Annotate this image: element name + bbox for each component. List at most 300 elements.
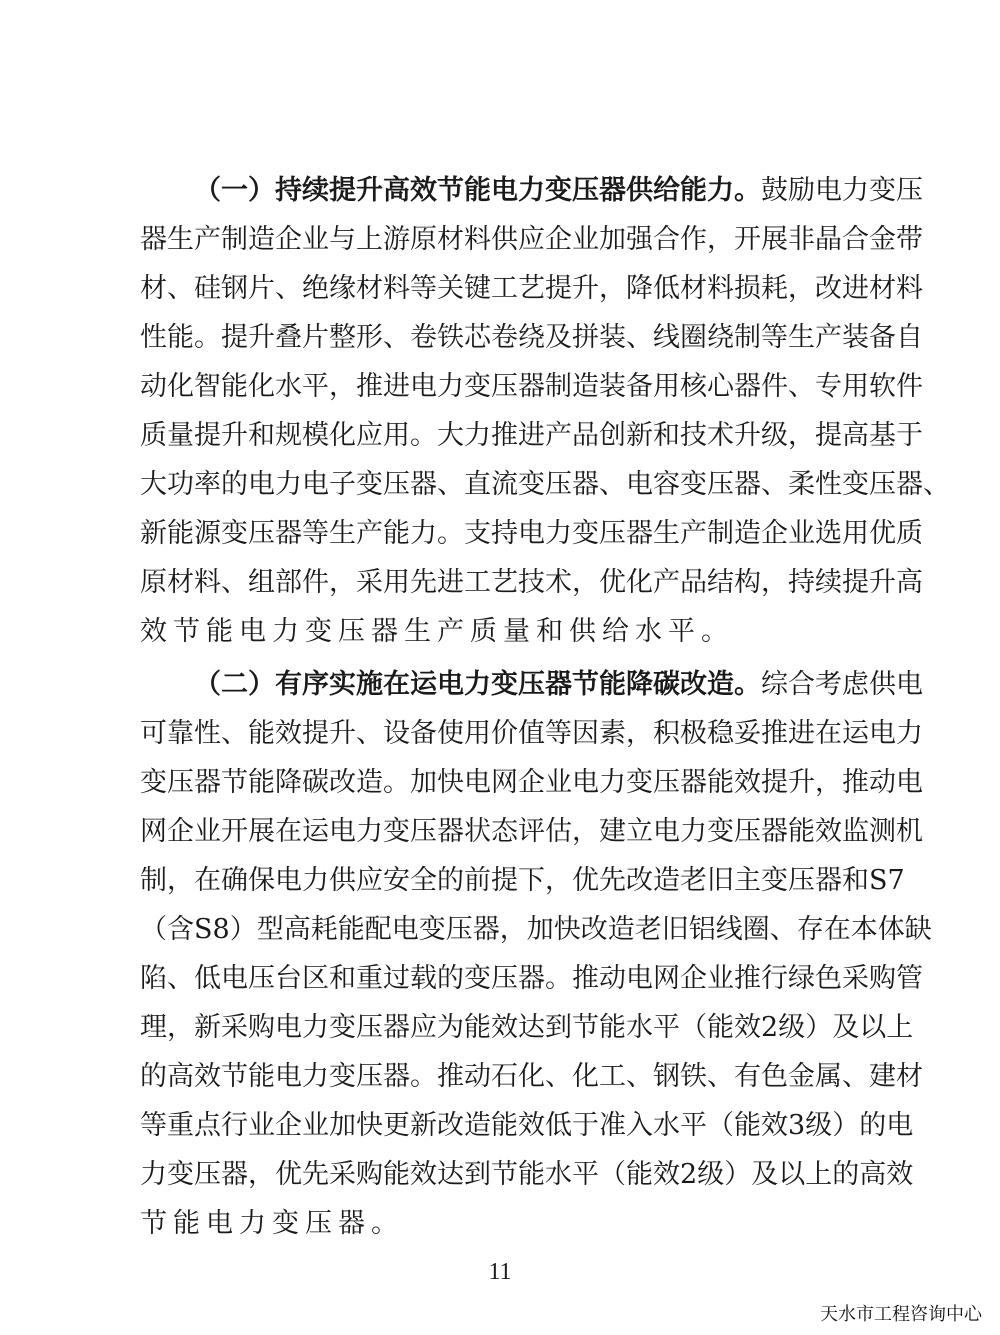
text-glyph: 展	[248, 816, 275, 847]
text-glyph: 主	[734, 865, 761, 896]
text-glyph: 低	[545, 1110, 572, 1141]
text-glyph: 优	[275, 1159, 302, 1190]
text-glyph: 稳	[707, 718, 734, 749]
text-glyph: 旧	[661, 914, 689, 945]
text-glyph: 能	[248, 718, 275, 749]
text-glyph: 能	[707, 767, 734, 798]
text-glyph: 新	[626, 420, 653, 451]
text-glyph: 动	[599, 963, 626, 994]
text-glyph: ，	[599, 273, 626, 304]
text-glyph: 级	[805, 1110, 833, 1141]
text-glyph: 、	[356, 718, 383, 749]
text-glyph: 理	[140, 1012, 167, 1043]
text-glyph: 变	[305, 616, 338, 647]
text-glyph: 化	[329, 420, 356, 451]
text-glyph: 缘	[329, 273, 356, 304]
text-glyph: 备	[410, 718, 437, 749]
text-glyph: 老	[680, 865, 707, 896]
text-glyph: 性	[140, 322, 167, 353]
text-glyph: 器	[371, 616, 404, 647]
text-glyph: 等	[761, 322, 788, 353]
text-glyph: 购	[356, 1159, 383, 1190]
text-glyph: 变	[761, 865, 788, 896]
text-glyph: 合	[653, 224, 680, 255]
text-glyph: 压	[248, 963, 275, 994]
text-glyph: 变	[140, 767, 167, 798]
text-glyph: 续	[815, 567, 842, 598]
text-glyph: 上	[805, 1159, 833, 1190]
text-glyph: 生	[788, 322, 815, 353]
text-glyph: 升	[356, 175, 383, 206]
text-glyph: 压	[653, 767, 680, 798]
text-glyph: 损	[734, 273, 761, 304]
text-glyph: 压	[445, 914, 473, 945]
text-glyph: 企	[167, 816, 194, 847]
text-glyph: 达	[518, 1012, 545, 1043]
text-glyph: 、	[923, 469, 950, 500]
paragraph-1-line-1	[140, 166, 923, 215]
text-glyph: 管	[896, 963, 923, 994]
text-glyph: 技	[518, 567, 545, 598]
text-glyph: 提	[302, 718, 329, 749]
text-glyph: 产	[815, 322, 842, 353]
text-glyph: 持	[275, 175, 302, 206]
paragraph-2-line-4	[140, 807, 923, 856]
text-glyph: 能	[464, 175, 491, 206]
text-glyph: 自	[896, 322, 923, 353]
text-glyph: 电	[653, 816, 680, 847]
text-glyph: 与	[329, 224, 356, 255]
text-glyph: 平	[572, 1159, 599, 1190]
text-glyph: 开	[734, 224, 761, 255]
paragraph-2	[140, 660, 932, 1248]
text-glyph: 开	[221, 816, 248, 847]
text-glyph: 、	[761, 469, 788, 500]
text-glyph: 电	[869, 718, 896, 749]
text-glyph: （	[680, 1012, 707, 1043]
text-glyph: 升	[329, 718, 356, 749]
text-glyph: 造	[734, 518, 761, 549]
text-glyph: 力	[410, 518, 437, 549]
text-glyph: 料	[383, 273, 410, 304]
text-glyph: 低	[194, 963, 221, 994]
text-glyph: 能	[221, 371, 248, 402]
text-glyph: 推	[842, 767, 869, 798]
text-glyph: 电	[206, 1208, 239, 1239]
text-glyph: 效	[275, 718, 302, 749]
text-glyph: 状	[464, 816, 491, 847]
text-glyph: ，	[572, 816, 599, 847]
text-glyph: 压	[734, 816, 761, 847]
text-glyph: 快	[437, 767, 464, 798]
text-glyph: 购	[248, 1012, 275, 1043]
text-glyph: 压	[599, 518, 626, 549]
text-glyph: 动	[464, 1061, 491, 1092]
text-glyph: 设	[383, 718, 410, 749]
paragraph-2-line-6	[140, 905, 932, 954]
text-glyph: 以	[859, 1012, 887, 1043]
text-glyph: 线	[653, 322, 680, 353]
text-glyph: （	[194, 669, 221, 700]
text-glyph: 立	[626, 816, 653, 847]
text-glyph: 的	[437, 963, 464, 994]
text-glyph: 的	[859, 1110, 887, 1141]
text-glyph: 素	[599, 718, 626, 749]
text-glyph: 压	[491, 963, 518, 994]
text-glyph: 行	[221, 1110, 248, 1141]
text-glyph: 应	[356, 420, 383, 451]
text-glyph: 3	[788, 1110, 806, 1141]
text-glyph: 可	[140, 718, 167, 749]
text-glyph: 改	[815, 273, 842, 304]
text-glyph: 施	[356, 669, 383, 700]
text-glyph: 能	[464, 1012, 491, 1043]
text-glyph: 企	[680, 963, 707, 994]
text-glyph: 制	[221, 224, 248, 255]
text-glyph: 快	[553, 914, 581, 945]
text-glyph: 变	[418, 914, 446, 945]
text-glyph: 电	[248, 469, 275, 500]
text-glyph: 材	[896, 1061, 923, 1092]
text-glyph: 钢	[653, 1061, 680, 1092]
text-glyph: 硅	[194, 273, 221, 304]
text-glyph: 升	[734, 420, 761, 451]
text-glyph: 料	[194, 567, 221, 598]
text-glyph: 变	[464, 371, 491, 402]
text-glyph: 变	[329, 1012, 356, 1043]
text-glyph: 能	[491, 1110, 518, 1141]
text-glyph: 降	[275, 767, 302, 798]
text-glyph: 2	[761, 1012, 779, 1043]
text-glyph: 产	[356, 518, 383, 549]
text-glyph: S8	[194, 914, 230, 945]
text-glyph: 安	[383, 865, 410, 896]
text-glyph: 、	[221, 567, 248, 598]
text-glyph: 和	[653, 420, 680, 451]
text-glyph: 供	[869, 669, 896, 700]
text-glyph: 生	[167, 224, 194, 255]
text-glyph: 装	[842, 322, 869, 353]
text-glyph: 变	[869, 175, 896, 206]
text-glyph: 力	[896, 718, 923, 749]
text-glyph: 变	[272, 1208, 305, 1239]
text-glyph: 保	[248, 865, 275, 896]
text-glyph: 妥	[734, 718, 761, 749]
text-glyph: 能	[680, 175, 707, 206]
paragraph-2-line-3	[140, 758, 923, 807]
text-glyph: 压	[248, 518, 275, 549]
text-glyph: 、	[707, 1061, 734, 1092]
paragraph-1-line-7	[140, 460, 950, 509]
text-glyph: 器	[194, 767, 221, 798]
text-glyph: 源	[194, 518, 221, 549]
text-glyph: （	[599, 1159, 626, 1190]
text-glyph: 升	[869, 567, 896, 598]
text-glyph: 造	[464, 1110, 491, 1141]
text-glyph: 支	[464, 518, 491, 549]
text-glyph: 造	[707, 669, 734, 700]
text-glyph: 器	[761, 816, 788, 847]
paragraph-2-line-8	[140, 1003, 914, 1052]
text-glyph: 产	[680, 518, 707, 549]
text-glyph: 序	[302, 669, 329, 700]
text-glyph: 购	[869, 963, 896, 994]
text-glyph: 进	[788, 718, 815, 749]
text-glyph: 体	[877, 914, 905, 945]
text-glyph: 力	[707, 175, 734, 206]
text-glyph: 造	[607, 914, 635, 945]
text-glyph: 耗	[761, 273, 788, 304]
text-glyph: 关	[437, 273, 464, 304]
text-glyph: 作	[680, 224, 707, 255]
text-glyph: 用	[383, 420, 410, 451]
text-glyph: 水	[653, 1110, 680, 1141]
text-glyph: 片	[302, 322, 329, 353]
text-glyph: 能	[248, 1061, 275, 1092]
text-glyph: 生	[653, 518, 680, 549]
text-glyph: 企	[761, 518, 788, 549]
text-glyph: 铁	[680, 1061, 707, 1092]
text-glyph: 绕	[707, 322, 734, 353]
text-glyph: 构	[734, 567, 761, 598]
text-glyph: ）	[248, 175, 275, 206]
text-glyph: 、	[788, 371, 815, 402]
text-glyph: 极	[680, 718, 707, 749]
text-glyph: 业	[788, 518, 815, 549]
text-glyph: 使	[437, 718, 464, 749]
text-glyph: 叠	[275, 322, 302, 353]
text-glyph: 行	[761, 963, 788, 994]
text-glyph: 评	[518, 816, 545, 847]
text-glyph: 电	[437, 669, 464, 700]
text-glyph: 柔	[788, 469, 815, 500]
text-glyph: 存	[796, 914, 824, 945]
text-glyph: 降	[626, 669, 653, 700]
text-glyph: 高	[859, 1159, 887, 1190]
text-glyph: 重	[356, 963, 383, 994]
text-glyph: ，	[707, 224, 734, 255]
text-glyph: 运	[302, 816, 329, 847]
text-glyph: 电	[329, 816, 356, 847]
text-glyph: 量	[503, 616, 536, 647]
text-glyph: 键	[464, 273, 491, 304]
text-glyph: ）	[805, 1012, 833, 1043]
text-glyph: 水	[626, 1012, 653, 1043]
text-glyph: 器	[410, 469, 437, 500]
text-glyph: 区	[302, 963, 329, 994]
text-glyph: 、	[167, 963, 194, 994]
text-glyph: 能	[707, 1012, 734, 1043]
text-glyph: 卷	[410, 322, 437, 353]
text-glyph: 绿	[788, 963, 815, 994]
text-glyph: 器	[383, 1012, 410, 1043]
text-glyph: 电	[410, 371, 437, 402]
text-glyph: 应	[356, 865, 383, 896]
text-glyph: 效	[410, 1159, 437, 1190]
text-glyph: 色	[815, 963, 842, 994]
text-glyph: 线	[715, 914, 743, 945]
text-glyph: 等	[302, 518, 329, 549]
text-glyph: ，	[788, 420, 815, 451]
text-glyph: 能	[518, 1159, 545, 1190]
text-glyph: 品	[680, 567, 707, 598]
text-glyph: 业	[302, 224, 329, 255]
text-glyph: 能	[206, 616, 239, 647]
text-glyph: 变	[518, 469, 545, 500]
text-glyph: ，	[626, 718, 653, 749]
text-glyph: 改	[580, 914, 608, 945]
text-glyph: 制	[140, 865, 167, 896]
text-glyph: ，	[761, 567, 788, 598]
text-glyph: ，	[167, 865, 194, 896]
text-glyph: 、	[221, 718, 248, 749]
text-glyph: 估	[545, 816, 572, 847]
text-glyph: 材	[356, 273, 383, 304]
text-glyph: 先	[302, 1159, 329, 1190]
text-glyph: 动	[869, 767, 896, 798]
text-glyph: 点	[194, 1110, 221, 1141]
text-glyph: 电	[491, 175, 518, 206]
text-glyph: 器	[518, 963, 545, 994]
text-glyph: （	[140, 914, 167, 945]
text-glyph: 压	[410, 816, 437, 847]
text-glyph: 性	[815, 469, 842, 500]
text-glyph: 运	[842, 718, 869, 749]
text-glyph: 金	[788, 1061, 815, 1092]
text-glyph: 压	[338, 616, 371, 647]
text-glyph: 力	[302, 865, 329, 896]
text-glyph: 量	[167, 420, 194, 451]
text-glyph: 能	[167, 322, 194, 353]
text-glyph: 。	[410, 420, 437, 451]
text-glyph: 力	[356, 816, 383, 847]
text-glyph: 创	[599, 420, 626, 451]
text-glyph: 网	[491, 767, 518, 798]
text-glyph: 工	[464, 567, 491, 598]
text-glyph: 结	[707, 567, 734, 598]
text-glyph: 及	[751, 1159, 779, 1190]
text-glyph: 工	[491, 273, 518, 304]
text-glyph: 考	[815, 669, 842, 700]
text-glyph: 电	[572, 767, 599, 798]
text-glyph: 力	[518, 175, 545, 206]
text-glyph: 采	[221, 1012, 248, 1043]
paragraph-2-line-9	[140, 1052, 923, 1101]
text-glyph: 测	[869, 816, 896, 847]
text-glyph: 效	[140, 616, 173, 647]
text-glyph: 旧	[707, 865, 734, 896]
text-glyph: 能	[599, 669, 626, 700]
text-glyph: 水	[635, 616, 668, 647]
text-glyph: 件	[302, 567, 329, 598]
text-glyph: 推	[761, 718, 788, 749]
text-glyph: 器	[472, 914, 500, 945]
text-glyph: 能	[337, 914, 365, 945]
text-glyph: 力	[437, 371, 464, 402]
text-glyph: 进	[437, 567, 464, 598]
text-glyph: 实	[329, 669, 356, 700]
text-glyph: 变	[680, 469, 707, 500]
text-glyph: 压	[545, 469, 572, 500]
text-glyph: ，	[329, 371, 356, 402]
text-glyph: 。	[371, 1208, 404, 1239]
text-glyph: 应	[410, 1012, 437, 1043]
text-glyph: 铝	[688, 914, 716, 945]
text-glyph: 变	[221, 518, 248, 549]
text-glyph: 技	[680, 420, 707, 451]
text-glyph: 确	[221, 865, 248, 896]
text-glyph: 靠	[167, 718, 194, 749]
paragraph-2-line-10	[140, 1101, 914, 1150]
text-glyph: 改	[680, 669, 707, 700]
text-glyph: 变	[707, 816, 734, 847]
text-glyph: 压	[194, 1159, 221, 1190]
text-glyph: 化	[626, 567, 653, 598]
text-glyph: 质	[140, 420, 167, 451]
text-glyph: 压	[167, 767, 194, 798]
text-glyph: 器	[221, 1159, 248, 1190]
text-glyph: 心	[707, 371, 734, 402]
text-glyph: 展	[761, 224, 788, 255]
text-glyph: 于	[896, 420, 923, 451]
text-glyph: 业	[707, 963, 734, 994]
text-glyph: 效	[734, 767, 761, 798]
text-glyph: 升	[248, 322, 275, 353]
paragraph-2-line-11	[140, 1150, 914, 1199]
text-glyph: 有	[734, 1061, 761, 1092]
text-glyph: 能	[173, 1208, 206, 1239]
text-glyph: ，	[248, 1159, 275, 1190]
text-glyph: 效	[410, 175, 437, 206]
text-glyph: 率	[194, 469, 221, 500]
text-glyph: 产	[437, 616, 470, 647]
text-glyph: 电	[391, 914, 419, 945]
text-glyph: 力	[680, 816, 707, 847]
text-glyph: 提	[329, 175, 356, 206]
text-glyph: 钢	[221, 273, 248, 304]
text-glyph: 和	[842, 865, 869, 896]
text-glyph: 提	[545, 273, 572, 304]
text-glyph: 器	[572, 469, 599, 500]
text-glyph: 推	[491, 420, 518, 451]
text-glyph: 变	[356, 469, 383, 500]
text-glyph: 碳	[653, 669, 680, 700]
text-glyph: 装	[599, 371, 626, 402]
text-glyph: 续	[302, 175, 329, 206]
text-glyph: 的	[221, 469, 248, 500]
text-glyph: 圈	[742, 914, 770, 945]
text-glyph: 压	[305, 1208, 338, 1239]
text-glyph: 因	[572, 718, 599, 749]
text-glyph: 进	[518, 420, 545, 451]
text-glyph: 器	[734, 371, 761, 402]
text-glyph: 容	[653, 469, 680, 500]
text-glyph: 供	[626, 175, 653, 206]
text-glyph: 、	[275, 273, 302, 304]
text-glyph: 平	[680, 1110, 707, 1141]
text-glyph: 备	[869, 322, 896, 353]
text-glyph: 提	[491, 865, 518, 896]
text-glyph: 软	[869, 371, 896, 402]
text-glyph: 及	[545, 322, 572, 353]
text-glyph: 制	[707, 518, 734, 549]
text-glyph: 力	[464, 420, 491, 451]
text-glyph: 大	[140, 469, 167, 500]
text-glyph: 能	[599, 1012, 626, 1043]
text-glyph: 核	[680, 371, 707, 402]
text-glyph: 和	[248, 420, 275, 451]
text-glyph: 持	[788, 567, 815, 598]
